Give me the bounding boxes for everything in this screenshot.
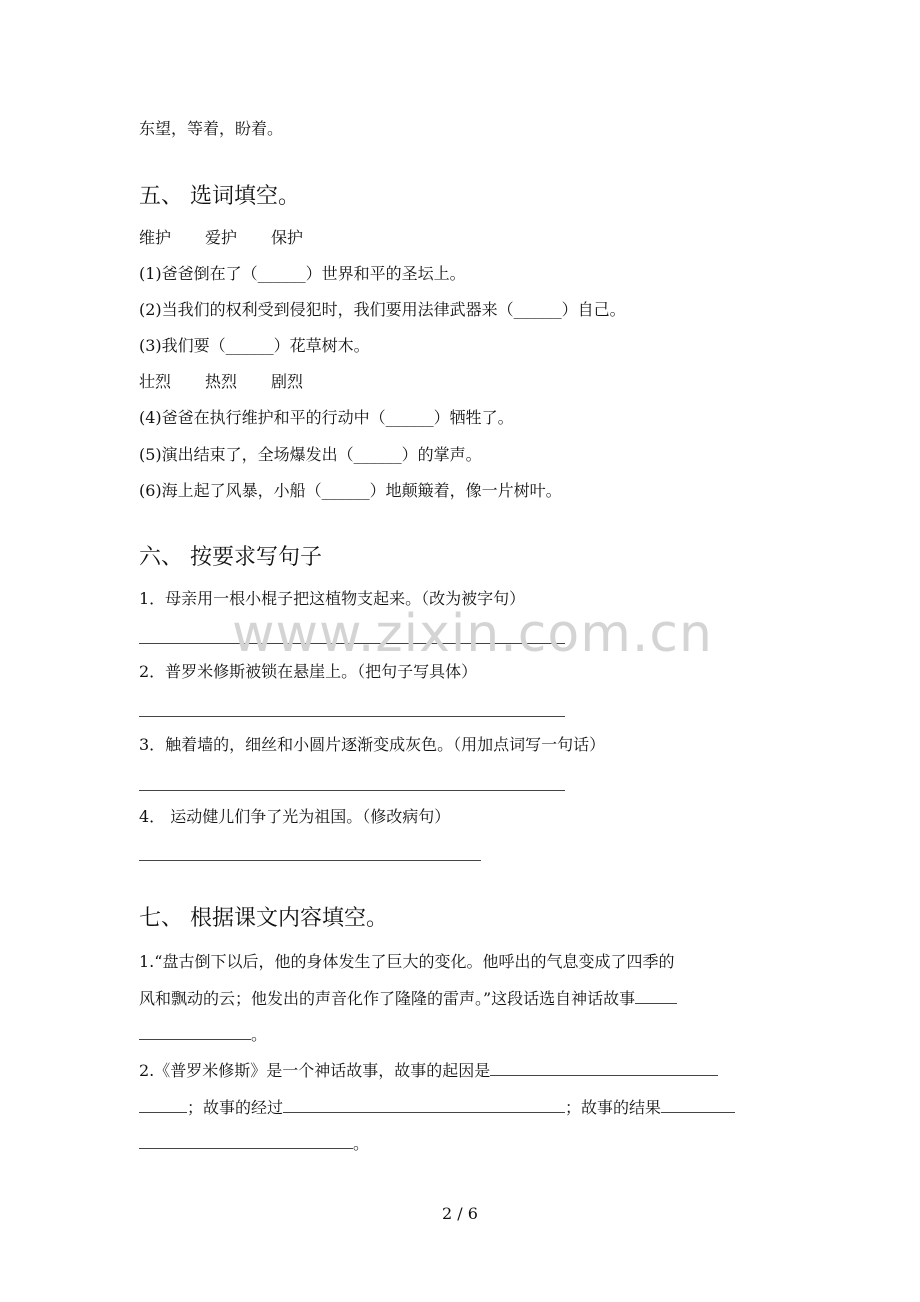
word-bank-a-word: 保护 <box>271 228 304 247</box>
page-number: 2 / 6 <box>442 1204 478 1223</box>
fill-item-4: (4)爸爸在执行维护和平的行动中（______）牺牲了。 <box>139 408 514 427</box>
sentence-task-4: 4． 运动健儿们争了光为祖国。（修改病句） <box>139 807 451 826</box>
fill-item-5: (5)演出结束了，全场爆发出（______）的掌声。 <box>139 445 482 464</box>
sentence-task-1: 1．母亲用一根小棍子把这植物支起来。（改为被字句） <box>139 589 526 608</box>
sentence-task-3: 3．触着墙的，细丝和小圆片逐渐变成灰色。（用加点词写一句话） <box>139 735 606 754</box>
answer-line <box>139 860 481 861</box>
answer-line <box>139 790 565 791</box>
watermark: www.zixin.com.cn <box>232 604 713 664</box>
answer-line <box>139 716 565 717</box>
recall-item-2-line-1 <box>139 1060 718 1081</box>
fill-blank <box>139 1024 251 1040</box>
recall-item-2-end: 。 <box>353 1134 370 1153</box>
fill-item-2: (2)当我们的权利受到侵犯时，我们要用法律武器来（______）自己。 <box>139 300 626 319</box>
fill-blank <box>283 1097 565 1113</box>
recall-item-1-end: 。 <box>251 1025 268 1044</box>
fill-blank <box>490 1060 718 1076</box>
section-5-heading: 五、 选词填空。 <box>139 184 300 209</box>
word-bank-a <box>139 228 337 248</box>
continued-text-line: 东望，等着，盼着。 <box>139 119 284 138</box>
fill-item-1: (1)爸爸倒在了（______）世界和平的圣坛上。 <box>139 264 466 283</box>
section-6-heading: 六、 按要求写句子 <box>139 545 322 570</box>
word-bank-b-word: 剧烈 <box>271 372 304 391</box>
recall-item-2-line-3 <box>139 1133 369 1154</box>
recall-item-1-text: 风和飘动的云；他发出的声音化作了隆隆的雷声。”这段话选自神话故事 <box>139 989 636 1008</box>
recall-item-1-line-3 <box>139 1024 267 1045</box>
word-bank-b <box>139 372 337 392</box>
recall-item-2-result-label: ；故事的结果 <box>565 1098 662 1117</box>
fill-blank <box>139 1097 187 1113</box>
section-7-heading: 七、 根据课文内容填空。 <box>139 906 388 931</box>
recall-item-1-line-1: 1.“盘古倒下以后，他的身体发生了巨大的变化。他呼出的气息变成了四季的 <box>139 952 675 971</box>
recall-item-1-line-2 <box>139 988 677 1009</box>
fill-blank <box>635 988 677 1004</box>
recall-item-2-process-label: ；故事的经过 <box>187 1098 284 1117</box>
fill-blank <box>661 1097 735 1113</box>
recall-item-2-text: 2.《普罗米修斯》是一个神话故事，故事的起因是 <box>139 1061 491 1080</box>
word-bank-a-word: 爱护 <box>205 228 238 247</box>
word-bank-b-word: 壮烈 <box>139 372 172 391</box>
word-bank-a-word: 维护 <box>139 228 172 247</box>
recall-item-2-line-2 <box>139 1097 735 1118</box>
fill-blank <box>139 1133 353 1149</box>
sentence-task-2: 2．普罗米修斯被锁在悬崖上。（把句子写具体） <box>139 662 478 681</box>
fill-item-6: (6)海上起了风暴，小船（______）地颠簸着，像一片树叶。 <box>139 481 562 500</box>
fill-item-3: (3)我们要（______）花草树木。 <box>139 336 370 355</box>
word-bank-b-word: 热烈 <box>205 372 238 391</box>
